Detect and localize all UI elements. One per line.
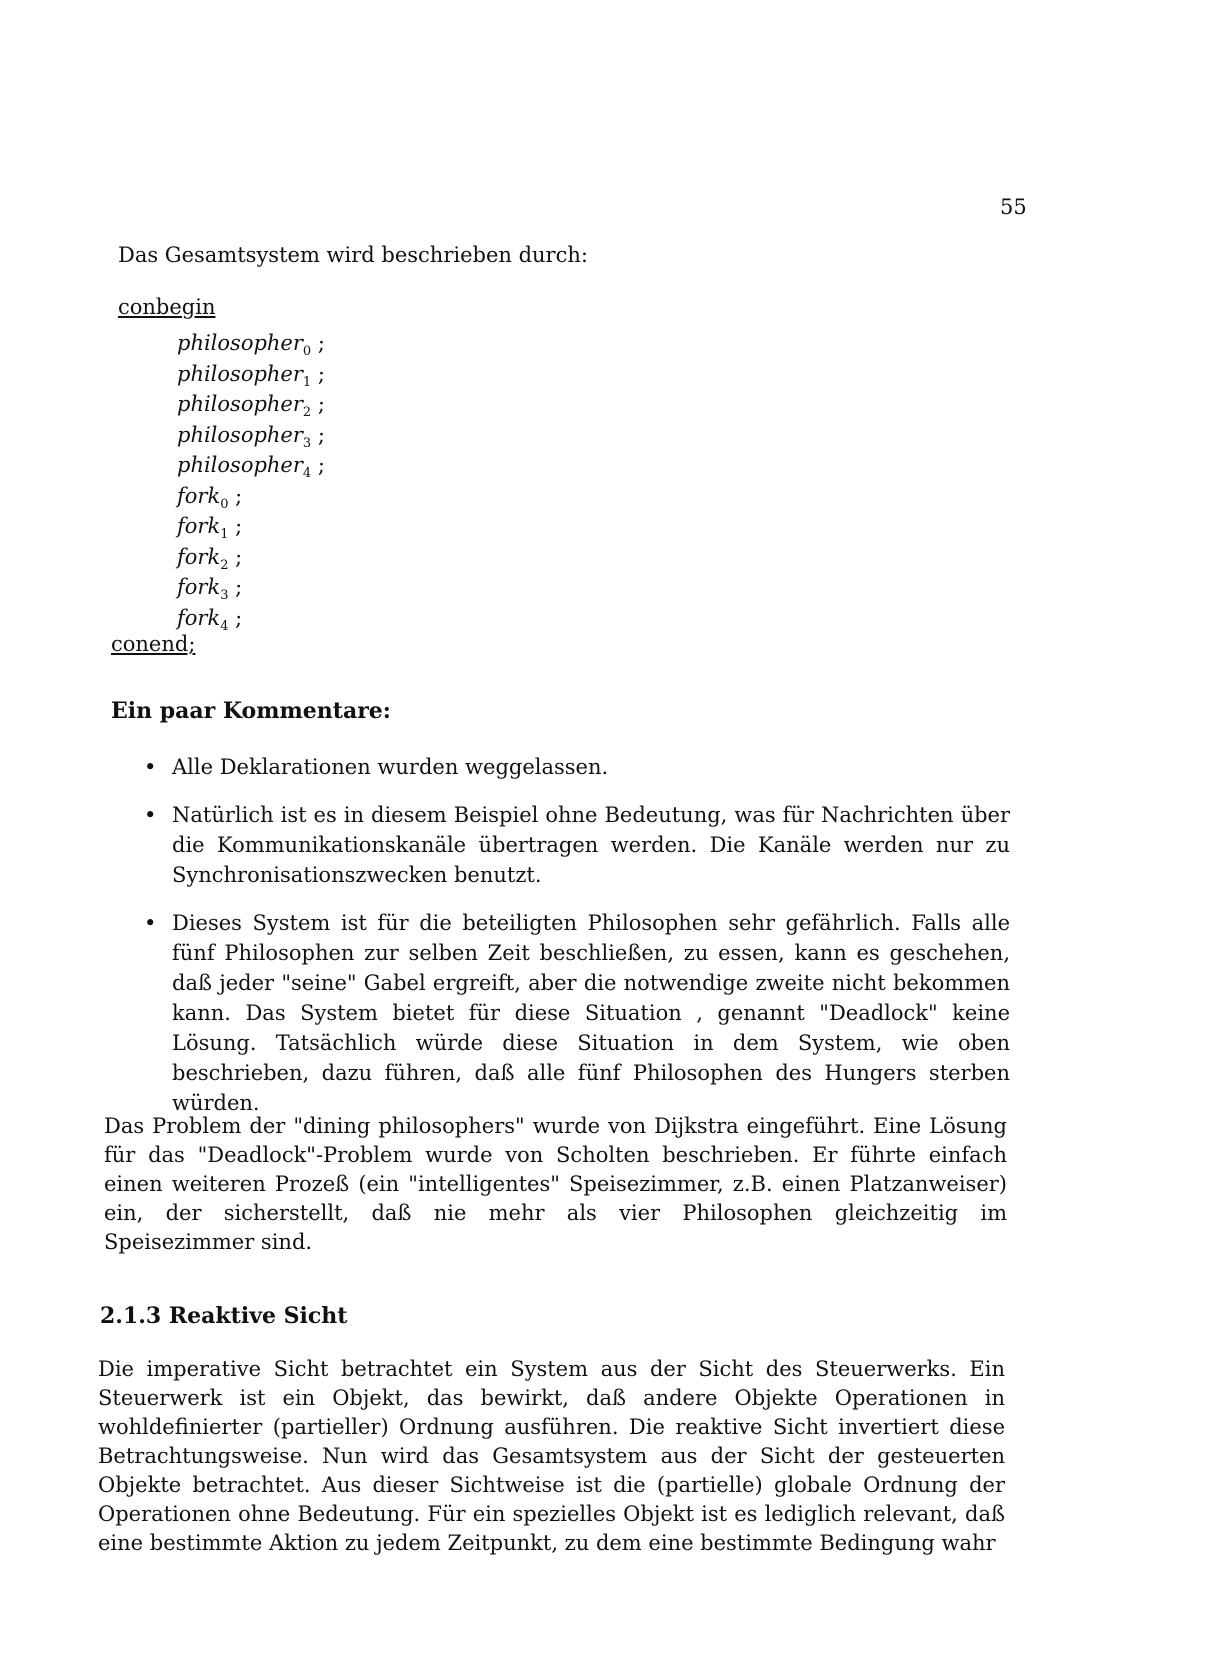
bullet-icon: • xyxy=(144,803,157,827)
code-identifier: philosopher xyxy=(177,453,303,477)
code-subscript: 3 xyxy=(302,435,312,451)
comments-heading: Ein paar Kommentare: xyxy=(111,698,391,724)
code-separator: ; xyxy=(311,331,325,355)
code-subscript: 1 xyxy=(220,527,229,543)
code-block xyxy=(177,328,325,633)
code-subscript: 1 xyxy=(302,374,312,390)
code-separator: ; xyxy=(311,361,325,386)
list-item-text: Alle Deklarationen wurden weggelassen. xyxy=(172,755,609,779)
code-line xyxy=(177,328,325,359)
code-separator: ; xyxy=(311,392,325,416)
list-item xyxy=(140,752,1010,782)
section-heading: 2.1.3 Reaktive Sicht xyxy=(100,1303,348,1329)
code-identifier: philosopher xyxy=(177,422,303,447)
code-identifier: fork xyxy=(177,514,221,538)
code-line xyxy=(177,603,325,634)
dijkstra-paragraph: Das Problem der "dining philosophers" wurde von Dijkstra eingeführt. Eine Lösung für das "Deadlock"-Problem wurde von Scholten beschrieben. Er führte einfach einen weiteren Prozeß (ein "intelligentes" Speisezimmer, z.B. einen Platzanweiser) ein, der sicherstellt, daß nie mehr als vier Philosophen gleichzeitig im Speisezimmer sind. xyxy=(104,1114,1007,1254)
code-subscript: 0 xyxy=(302,344,312,360)
page-number: 55 xyxy=(1000,195,1027,219)
code-separator: ; xyxy=(228,605,243,630)
code-subscript: 4 xyxy=(220,618,229,634)
code-subscript: 0 xyxy=(220,496,229,512)
code-separator: ; xyxy=(228,514,243,538)
code-separator: ; xyxy=(228,575,243,599)
conend-keyword: conend; xyxy=(111,632,196,656)
code-subscript: 2 xyxy=(220,557,229,573)
code-line xyxy=(177,450,325,481)
list-item-text: Natürlich ist es in diesem Beispiel ohne Bedeutung, was für Nachrichten über die Kommunikationskanäle übertragen werden. Die Kanäle werden nur zu Synchronisationszwecken benutzt. xyxy=(172,803,1010,887)
list-item xyxy=(140,908,1010,1118)
code-separator: ; xyxy=(228,483,243,508)
code-subscript: 2 xyxy=(302,405,312,421)
code-separator: ; xyxy=(311,422,325,447)
code-line xyxy=(177,511,325,542)
bullet-icon: • xyxy=(144,911,157,935)
code-line xyxy=(177,389,325,420)
code-identifier: philosopher xyxy=(177,361,303,386)
code-line xyxy=(177,542,325,573)
list-item xyxy=(140,800,1010,890)
code-separator: ; xyxy=(311,453,325,477)
code-line xyxy=(177,359,325,390)
code-line xyxy=(177,420,325,451)
intro-text: Das Gesamtsystem wird beschrieben durch: xyxy=(118,243,588,267)
code-line xyxy=(177,481,325,512)
bullet-icon: • xyxy=(144,755,157,779)
conbegin-keyword: conbegin xyxy=(118,295,216,319)
section-paragraph: Die imperative Sicht betrachtet ein System aus der Sicht des Steuerwerks. Ein Steuerwerk ist ein Objekt, das bewirkt, daß andere Objekte Operationen in wohldefinierter (partieller) Ordnung ausführen. Die reaktive Sicht invertiert diese Betrachtungsweise. Nun wird das Gesamtsystem aus der Sicht der gesteuerten Objekte betrachtet. Aus dieser Sichtweise ist die (partielle) globale Ordnung der Operationen ohne Bedeutung. Für ein spezielles Objekt ist es lediglich relevant, daß eine bestimmte Aktion zu jedem Zeitpunkt, zu dem eine bestimmte Bedingung wahr xyxy=(98,1357,1005,1555)
code-line xyxy=(177,572,325,603)
code-subscript: 3 xyxy=(220,588,229,604)
comments-list xyxy=(140,752,1010,1136)
code-identifier: philosopher xyxy=(177,392,303,416)
code-subscript: 4 xyxy=(302,466,312,482)
code-identifier: fork xyxy=(177,575,221,599)
code-separator: ; xyxy=(228,544,243,569)
code-identifier: fork xyxy=(177,483,221,508)
code-identifier: fork xyxy=(177,544,221,569)
code-identifier: philosopher xyxy=(177,331,303,355)
list-item-text: Dieses System ist für die beteiligten Philosophen sehr gefährlich. Falls alle fünf Philosophen zur selben Zeit beschließen, zu essen, kann es geschehen, daß jeder "seine" Gabel ergreift, aber die notwendige zweite nicht bekommen kann. Das System bietet für diese Situation , genannt "Deadlock" keine Lösung. Tatsächlich würde diese Situation in dem System, wie oben beschrieben, dazu führen, daß alle fünf Philosophen des Hungers sterben würden. xyxy=(172,911,1010,1115)
code-identifier: fork xyxy=(177,605,221,630)
